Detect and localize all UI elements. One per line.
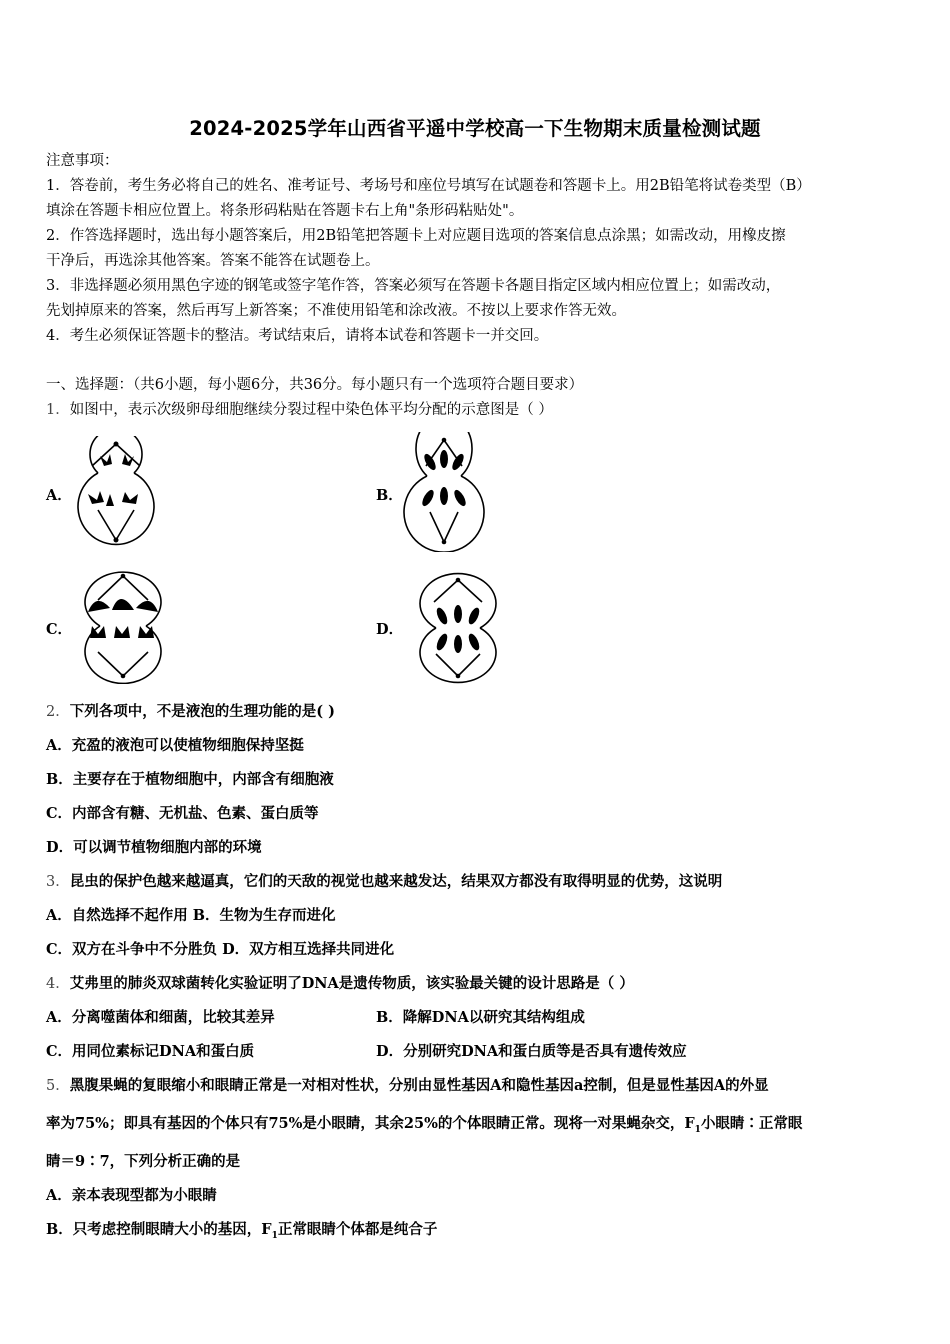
page-title: 2024-2025学年山西省平遥中学校高一下生物期末质量检测试题 xyxy=(189,117,761,140)
question-text-line: 睛＝9∶7，下列分析正确的是 xyxy=(46,1153,241,1170)
answer-option: C．内部含有糖、无机盐、色素、蛋白质等 xyxy=(46,805,319,822)
notice-line: 4．考生必须保证答题卡的整洁。考试结束后，请将本试卷和答题卡一并交回。 xyxy=(46,328,549,344)
question-4 xyxy=(46,973,634,995)
option-text: 正常眼睛个体都是纯合子 xyxy=(277,1221,438,1238)
question-1 xyxy=(46,399,553,421)
answer-option: A．亲本表现型都为小眼睛 xyxy=(46,1187,217,1204)
option-d-label: D． xyxy=(376,621,404,638)
answer-option: A．充盈的液泡可以使植物细胞保持坚挺 xyxy=(46,737,304,754)
question-2 xyxy=(46,701,335,723)
question-3 xyxy=(46,871,722,893)
notice-line: 2．作答选择题时，选出每小题答案后，用2B铅笔把答题卡上对应题目选项的答案信息点涂黑；如需改动，用橡皮擦 xyxy=(46,228,786,244)
answer-option: B．降解DNA以研究其结构组成 xyxy=(376,1009,585,1026)
answer-option: A．自然选择不起作用 B．生物为生存而进化 xyxy=(46,907,336,924)
subscript: 1 xyxy=(271,1230,278,1241)
answer-option: B．主要存在于植物细胞中，内部含有细胞液 xyxy=(46,771,334,788)
notice-line: 先划掉原来的答案，然后再写上新答案；不准使用铅笔和涂改液。不按以上要求作答无效。 xyxy=(46,303,626,319)
question-text: 下列各项中，不是液泡的生理功能的是( ) xyxy=(69,703,336,720)
cell-diagram-c xyxy=(78,568,168,684)
answer-option: D．可以调节植物细胞内部的环境 xyxy=(46,839,262,856)
answer-option: C．用同位素标记DNA和蛋白质 xyxy=(46,1043,255,1060)
question-number: 5． xyxy=(46,1078,70,1094)
notice-heading: 注意事项： xyxy=(46,153,119,169)
subscript: 1 xyxy=(694,1124,701,1135)
option-b-label: B． xyxy=(376,487,403,504)
answer-option: A．分离噬菌体和细菌，比较其差异 xyxy=(46,1009,275,1026)
answer-option xyxy=(46,1219,437,1247)
cell-diagram-b xyxy=(400,432,488,552)
question-text: 小眼睛∶正常眼 xyxy=(700,1115,803,1132)
question-text: 如图中，表示次级卵母细胞继续分裂过程中染色体平均分配的示意图是（ ） xyxy=(69,402,553,418)
notice-line: 3．非选择题必须用黑色字迹的钢笔或签字笔作答，答案必须写在答题卡各题目指定区域内相应位置上；如需改动， xyxy=(46,278,781,294)
cell-diagram-d xyxy=(414,572,502,684)
question-text-line xyxy=(46,1113,802,1141)
question-5 xyxy=(46,1075,769,1097)
answer-option: C．双方在斗争中不分胜负 D．双方相互选择共同进化 xyxy=(46,941,395,958)
option-a-label: A． xyxy=(46,487,72,504)
notice-line: 1．答卷前，考生务必将自己的姓名、准考证号、考场号和座位号填写在试题卷和答题卡上。用2B铅笔将试卷类型（B） xyxy=(46,178,811,194)
answer-option: D．分别研究DNA和蛋白质等是否具有遗传效应 xyxy=(376,1043,687,1060)
question-text: 率为75%；即具有基因的个体只有75%是小眼睛，其余25%的个体眼睛正常。现将一对果蝇杂交，F xyxy=(46,1115,695,1132)
notice-line: 干净后，再选涂其他答案。答案不能答在试题卷上。 xyxy=(46,253,380,269)
section-heading: 一、选择题：（共6小题，每小题6分，共36分。每小题只有一个选项符合题目要求） xyxy=(46,377,584,393)
option-c-label: C． xyxy=(46,621,73,638)
question-text: 昆虫的保护色越来越逼真，它们的天敌的视觉也越来越发达，结果双方都没有取得明显的优势，这说明 xyxy=(69,873,723,890)
question-text: 艾弗里的肺炎双球菌转化实验证明了DNA是遗传物质，该实验最关键的设计思路是（ ） xyxy=(69,975,634,992)
question-number: 3． xyxy=(46,874,70,890)
option-text: B．只考虑控制眼睛大小的基因，F xyxy=(46,1221,272,1238)
question-text: 黑腹果蝇的复眼缩小和眼睛正常是一对相对性状，分别由显性基因A和隐性基因a控制，但是显性基因A的外显 xyxy=(69,1077,769,1094)
cell-diagram-a xyxy=(70,436,162,550)
question-number: 1． xyxy=(46,402,70,418)
notice-line: 填涂在答题卡相应位置上。将条形码粘贴在答题卡右上角"条形码粘贴处"。 xyxy=(46,203,524,219)
question-number: 4． xyxy=(46,976,70,992)
question-number: 2． xyxy=(46,704,70,720)
